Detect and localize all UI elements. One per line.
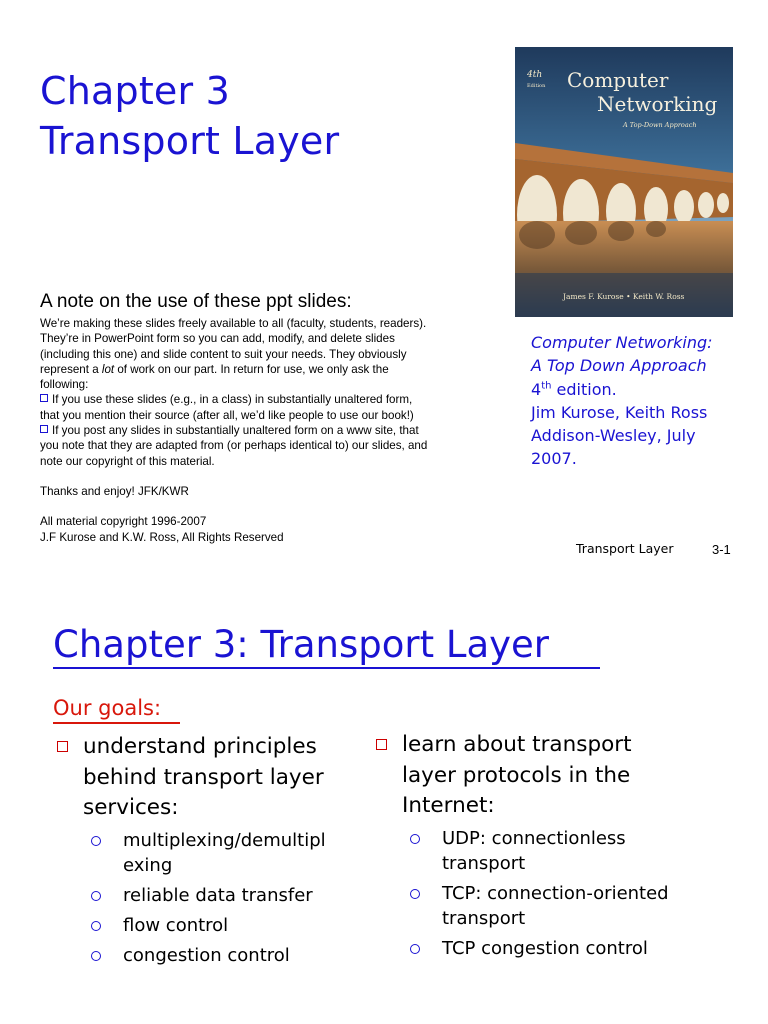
title-line-1: Chapter 3 — [40, 69, 230, 113]
svg-text:James F. Kurose • Keith W. Ros: James F. Kurose • Keith W. Ross — [563, 292, 685, 301]
slide-2 — [0, 575, 768, 1024]
note-line: We’re making these slides freely available to all (faculty, students, readers). — [40, 317, 427, 330]
note-bullet-1: If you use these slides (e.g., in a class) in substantially unaltered form, — [40, 392, 480, 407]
slide-page-number: 3-1 — [712, 542, 731, 557]
sub-goal-item: TCP: connection-oriented transport — [410, 881, 686, 931]
sub-goal-list — [83, 828, 357, 968]
circle-bullet-icon — [91, 951, 101, 961]
note-bullet-2: If you post any slides in substantially unaltered form on a www site, that — [40, 423, 480, 438]
sub-goal-item: TCP congestion control — [410, 936, 686, 961]
circle-bullet-icon — [91, 921, 101, 931]
circle-bullet-icon — [410, 889, 420, 899]
goals-right-column — [376, 730, 686, 966]
note-line: They’re in PowerPoint form so you can add, modify, and delete slides — [40, 332, 395, 346]
sub-goal-list — [402, 826, 686, 961]
note-line: note our copyright of this material. — [40, 454, 215, 468]
square-bullet-icon — [376, 739, 387, 750]
slide-1-title — [40, 66, 339, 166]
caption-authors: Jim Kurose, Keith Ross — [531, 402, 708, 422]
sub-goal-item: multiplexing/demultipl exing — [91, 828, 357, 878]
caption-publisher: Addison-Wesley, July — [531, 426, 696, 446]
note-line: represent a lot of work on our part. In return for use, we only ask the — [40, 362, 389, 376]
goals-underline — [53, 722, 180, 724]
caption-year: 2007. — [531, 449, 577, 469]
svg-text:Computer: Computer — [567, 68, 669, 92]
copyright-line: J.F Kurose and K.W. Ross, All Rights Reserved — [40, 530, 284, 544]
goal-text: learn about transport layer protocols in the Internet: — [402, 732, 632, 818]
sub-goal-item: reliable data transfer — [91, 883, 357, 908]
svg-text:A Top-Down Approach: A Top-Down Approach — [623, 121, 697, 129]
book-cover-image — [515, 47, 733, 317]
slide-2-title: Chapter 3: Transport Layer — [53, 623, 549, 666]
slide-footer-label: Transport Layer — [576, 541, 674, 556]
sub-goal-item: UDP: connectionless transport — [410, 826, 686, 876]
note-line: (including this one) and slide content to suit your needs. They obviously — [40, 347, 407, 361]
goal-item — [57, 732, 357, 968]
square-bullet-icon — [40, 394, 48, 402]
copyright-line: All material copyright 1996-2007 — [40, 515, 207, 529]
thanks-line: Thanks and enjoy! JFK/KWR — [40, 484, 189, 498]
caption-edition: 4th edition. — [531, 379, 617, 399]
note-heading: A note on the use of these ppt slides: — [40, 291, 352, 312]
note-line: you note that they are adapted from (or perhaps identical to) our slides, and — [40, 439, 428, 453]
caption-title-line-2: A Top Down Approach — [531, 356, 707, 376]
sub-goal-item: flow control — [91, 913, 357, 938]
svg-text:4th: 4th — [527, 70, 543, 80]
circle-bullet-icon — [91, 836, 101, 846]
circle-bullet-icon — [410, 944, 420, 954]
sub-goal-item: congestion control — [91, 943, 357, 968]
circle-bullet-icon — [91, 891, 101, 901]
goals-label: Our goals: — [53, 696, 162, 720]
goals-left-column — [57, 732, 357, 973]
book-caption — [531, 331, 751, 471]
goal-item — [376, 730, 686, 961]
note-line: following: — [40, 378, 89, 392]
square-bullet-icon — [57, 741, 68, 752]
caption-title-line-1: Computer Networking: — [531, 333, 713, 352]
svg-text:Edition: Edition — [527, 83, 546, 89]
circle-bullet-icon — [410, 834, 420, 844]
svg-text:Networking: Networking — [597, 92, 718, 116]
goal-text: understand principles behind transport layer services: — [83, 734, 324, 820]
note-body — [40, 316, 480, 545]
title-underline — [53, 667, 600, 669]
title-line-2: Transport Layer — [40, 119, 340, 163]
square-bullet-icon — [40, 425, 48, 433]
note-line: that you mention their source (after all, we’d like people to use our book!) — [40, 408, 414, 422]
